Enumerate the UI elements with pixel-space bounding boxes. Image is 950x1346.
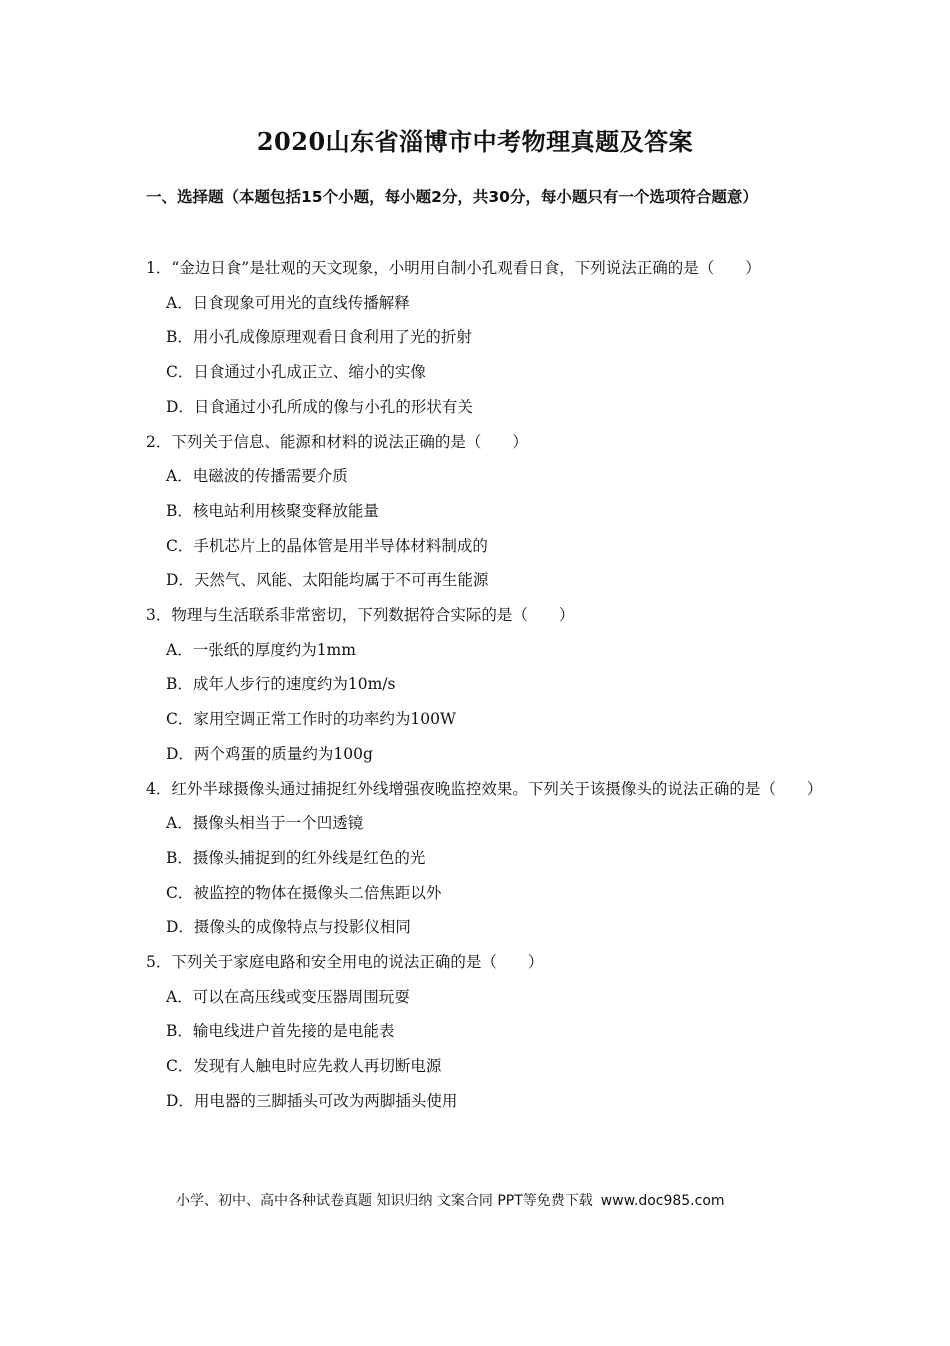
question-stem: 3．物理与生活联系非常密切，下列数据符合实际的是（ ） <box>146 606 575 625</box>
option-c: C．手机芯片上的晶体管是用半导体材料制成的 <box>166 536 488 555</box>
document-title: 2020山东省淄博市中考物理真题及答案 <box>256 127 694 156</box>
option-c: C．家用空调正常工作时的功率约为100W <box>166 710 456 729</box>
option-c: C．发现有人触电时应先救人再切断电源 <box>166 1057 442 1076</box>
question-2 <box>146 425 816 599</box>
option-d: D．两个鸡蛋的质量约为100g <box>166 744 373 763</box>
question-4 <box>146 772 823 946</box>
option-d: D．日食通过小孔所成的像与小孔的形状有关 <box>166 397 473 416</box>
option-a: A．电磁波的传播需要介质 <box>166 467 348 486</box>
option-b: B．核电站利用核聚变释放能量 <box>166 501 379 520</box>
option-c: C．被监控的物体在摄像头二倍焦距以外 <box>166 883 442 902</box>
question-stem: 2．下列关于信息、能源和材料的说法正确的是（ ） <box>146 432 528 451</box>
question-3 <box>146 598 816 772</box>
question-stem: 5．下列关于家庭电路和安全用电的说法正确的是（ ） <box>146 953 544 972</box>
option-a: A．可以在高压线或变压器周围玩耍 <box>166 987 410 1006</box>
question-list <box>146 251 823 1119</box>
option-b: B．用小孔成像原理观看日食利用了光的折射 <box>166 328 472 347</box>
question-stem: 1．“金边日食”是壮观的天文现象，小明用自制小孔观看日食，下列说法正确的是（ ） <box>146 259 761 277</box>
page-footer <box>176 1190 725 1212</box>
option-d: D．天然气、风能、太阳能均属于不可再生能源 <box>166 571 489 590</box>
option-a: A．日食现象可用光的直线传播解释 <box>166 293 410 312</box>
footer-text: 小学、初中、高中各种试卷真题 知识归纳 文案合同 PPT等免费下载 <box>176 1193 593 1209</box>
option-b: B．摄像头捕捉到的红外线是红色的光 <box>166 848 426 867</box>
question-1 <box>146 251 816 425</box>
option-a: A．摄像头相当于一个凹透镜 <box>166 814 364 833</box>
footer-url[interactable]: www.doc985.com <box>600 1193 725 1209</box>
option-b: B．输电线进户首先接的是电能表 <box>166 1022 395 1041</box>
option-d: D．用电器的三脚插头可改为两脚插头使用 <box>166 1091 458 1110</box>
option-d: D．摄像头的成像特点与投影仪相同 <box>166 918 411 937</box>
question-5 <box>146 945 816 1119</box>
option-c: C．日食通过小孔成正立、缩小的实像 <box>166 363 426 382</box>
section-heading: 一、选择题（本题包括15个小题，每小题2分，共30分，每小题只有一个选项符合题意） <box>146 188 758 206</box>
option-a: A．一张纸的厚度约为1mm <box>166 640 356 659</box>
option-b: B．成年人步行的速度约为10m/s <box>166 675 396 694</box>
question-stem: 4．红外半球摄像头通过捕捉红外线增强夜晚监控效果。下列关于该摄像头的说法正确的是（ ） <box>146 779 823 798</box>
